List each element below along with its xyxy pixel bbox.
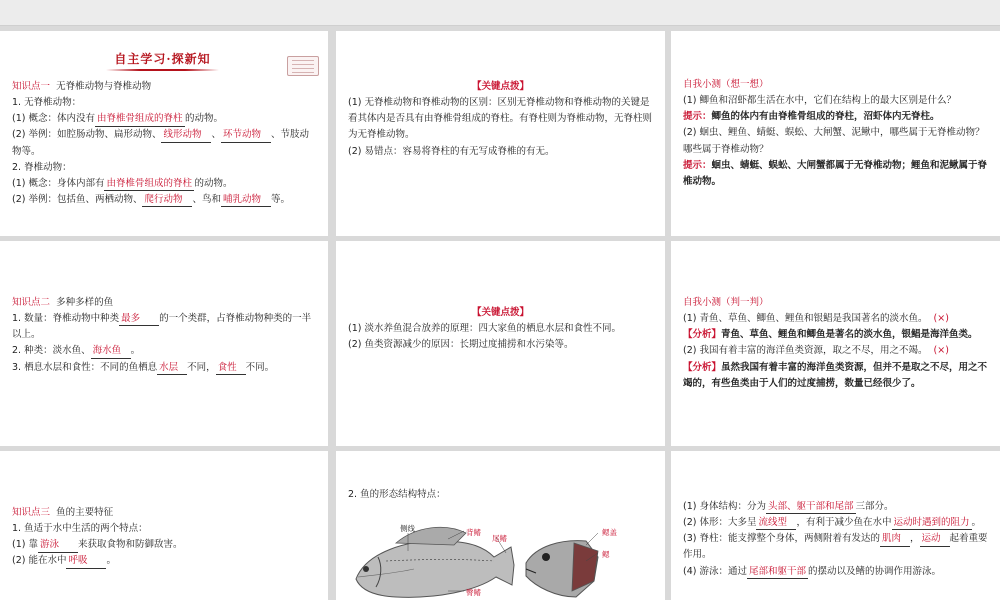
answer-blank: 环节动物	[221, 129, 271, 142]
slide-knowledge-point-3[interactable]	[0, 451, 328, 600]
kp1-title	[12, 79, 316, 95]
self-test-title: 自我小测（想一想）	[683, 79, 769, 90]
answer-blank: 流线型	[756, 517, 796, 530]
kp-label: 知识点二	[12, 297, 51, 308]
line: (1) 身体结构：分为 头部、躯干部和尾部 三部分。	[683, 499, 988, 515]
question: (1) 青鱼、草鱼、鲫鱼、鲤鱼和银鲳是我国著名的淡水鱼。 (×)	[683, 313, 949, 325]
slide-self-test-judge[interactable]	[671, 241, 1000, 446]
line: (2) 举例：包括鱼、两栖动物、 爬行动物 、鸟和 哺乳动物 等。	[12, 192, 316, 208]
analysis: 【分析】虽然我国有着丰富的海洋鱼类资源，但并不是取之不尽，用之不竭的，有些鱼类由于人们的过度捕捞，数量已经很少了。	[683, 361, 988, 389]
line: (1) 概念：身体内部有 由脊椎骨组成的脊柱 的动物。	[12, 176, 316, 192]
slide-self-test-think[interactable]	[671, 31, 1000, 236]
section-banner: 自主学习·探新知	[100, 49, 225, 69]
key-point-body	[348, 305, 653, 353]
answer-blank: 最多	[119, 313, 159, 326]
answer-blank: 肌肉	[880, 533, 910, 546]
answer-blank: 哺乳动物	[221, 194, 271, 207]
kp-label: 知识点三	[12, 507, 51, 518]
key-point-heading: 【关键点拨】	[471, 307, 529, 318]
answer-blank: 尾部和躯干部	[747, 566, 808, 579]
slide-key-point-1[interactable]	[336, 31, 665, 236]
line: 1. 鱼适于水中生活的两个特点：	[12, 523, 148, 535]
paragraph: (1) 淡水养鱼混合放养的原理：四大家鱼的栖息水层和食性不同。	[348, 323, 621, 335]
answer-blank: 游泳	[38, 539, 78, 552]
kp-title: 鱼的主要特征	[56, 507, 114, 518]
answer-blank: 呼吸	[66, 555, 106, 568]
key-point-heading: 【关键点拨】	[471, 81, 529, 92]
paragraph: (2) 鱼类资源减少的原因：长期过度捕捞和水污染等。	[348, 339, 574, 351]
label-tail-fin: 尾鳍	[492, 534, 507, 543]
kp1-body	[12, 79, 316, 208]
judge-mark: (×)	[933, 345, 949, 357]
answer-blank: 海水鱼	[91, 345, 131, 358]
slide-fish-structure-figure[interactable]	[336, 451, 665, 600]
line: (3) 脊柱：能支撑整个身体，两侧附着有发达的 肌肉 ， 运动 起着重要作用。	[683, 533, 988, 561]
line: (1) 概念：体内没有 由脊椎骨组成的脊柱 的动物。	[12, 111, 316, 127]
fish-body-icon	[356, 527, 514, 597]
question: (2) 蛔虫、鲤鱼、蜻蜓、蜈蚣、大闸蟹、泥鳅中，哪些属于无脊椎动物？哪些属于脊椎动物？	[683, 127, 985, 155]
kp2-body	[12, 295, 316, 376]
analysis: 【分析】青鱼、草鱼、鲤鱼和鲫鱼是著名的淡水鱼，银鲳是海洋鱼类。	[683, 329, 978, 341]
judge-mark: (×)	[933, 313, 949, 325]
answer-blank: 运动时遇到的阻力	[892, 517, 972, 530]
line: (2) 举例：如腔肠动物、扁形动物、 线形动物 、 环节动物 、节肢动物等。	[12, 129, 310, 157]
line: 1. 数量：脊椎动物中种类 最多 的一个类群，占脊椎动物种类的一半以上。	[12, 313, 312, 341]
line: 2. 种类：淡水鱼、 海水鱼 。	[12, 343, 316, 359]
label-lateral-line: 侧线	[400, 524, 415, 533]
label-gill: 鳃	[602, 550, 610, 559]
line: 1. 无脊椎动物：	[12, 97, 82, 109]
line: 3. 栖息水层和食性：不同的鱼栖息 水层 不同， 食性 不同。	[12, 360, 316, 376]
line: (4) 游泳：通过 尾部和躯干部 的摆动以及鳍的协调作用游泳。	[683, 564, 988, 580]
line: (1) 靠 游泳 来获取食物和防御敌害。	[12, 537, 316, 553]
answer-blank: 由脊椎骨组成的脊柱	[95, 113, 185, 126]
kp2-title	[12, 295, 316, 311]
kp-label: 知识点一	[12, 81, 51, 92]
answer-blank: 运动	[920, 533, 950, 546]
answer-blank: 食性	[216, 362, 246, 375]
key-point-body	[348, 79, 653, 160]
paragraph: (1) 无脊椎动物和脊椎动物的区别：区别无脊椎动物和脊椎动物的关键是看其体内是否具有由脊椎骨组成的脊柱。有脊柱则为脊椎动物，无脊柱则为无脊椎动物。	[348, 97, 653, 141]
slide-fish-features[interactable]	[671, 451, 1000, 600]
kp-title: 无脊椎动物与脊椎动物	[56, 81, 152, 92]
hint: 提示：鲫鱼的体内有由脊椎骨组成的脊柱，沼虾体内无脊柱。	[683, 111, 940, 123]
kp3-title	[12, 505, 316, 521]
question: (1) 鲫鱼和沼虾都生活在水中，它们在结构上的最大区别是什么？	[683, 95, 956, 107]
fish-head-icon	[526, 541, 598, 597]
answer-blank: 线形动物	[161, 129, 211, 142]
label-gill-cover: 鳃盖	[602, 528, 617, 537]
answer-blank: 爬行动物	[142, 194, 192, 207]
line: (2) 能在水中 呼吸 。	[12, 553, 316, 569]
answer-blank: 由脊椎骨组成的脊柱	[104, 178, 194, 191]
slide-knowledge-point-2[interactable]	[0, 241, 328, 446]
stamp-icon	[287, 56, 319, 76]
figure-title: 2. 鱼的形态结构特点：	[348, 489, 446, 500]
line: (2) 体形：大多呈 流线型 ，有利于减少鱼在水中 运动时遇到的阻力 。	[683, 515, 988, 531]
label-anal-fin: 臀鳍	[466, 588, 481, 597]
question: (2) 我国有着丰富的海洋鱼类资源，取之不尽，用之不竭。 (×)	[683, 345, 949, 357]
kp-title: 多种多样的鱼	[56, 297, 114, 308]
slide-knowledge-point-1[interactable]	[0, 31, 328, 236]
line: 2. 脊椎动物：	[12, 161, 72, 173]
hint: 提示：蛔虫、蜻蜓、蜈蚣、大闸蟹都属于无脊椎动物；鲤鱼和泥鳅属于脊椎动物。	[683, 159, 988, 187]
answer-blank: 水层	[157, 362, 187, 375]
slide-key-point-2[interactable]	[336, 241, 665, 446]
window-top-bar	[0, 0, 1000, 26]
self-test-title: 自我小测（判一判）	[683, 297, 769, 308]
self-test-body	[683, 295, 988, 392]
paragraph: (2) 易错点：容易将脊柱的有无写成脊椎的有无。	[348, 145, 555, 157]
kp3-body	[12, 505, 316, 570]
label-dorsal-fin: 背鳍	[466, 528, 481, 537]
answer-blank: 头部、躯干部和尾部	[766, 501, 856, 514]
features-body	[683, 499, 988, 580]
self-test-body	[683, 77, 988, 190]
